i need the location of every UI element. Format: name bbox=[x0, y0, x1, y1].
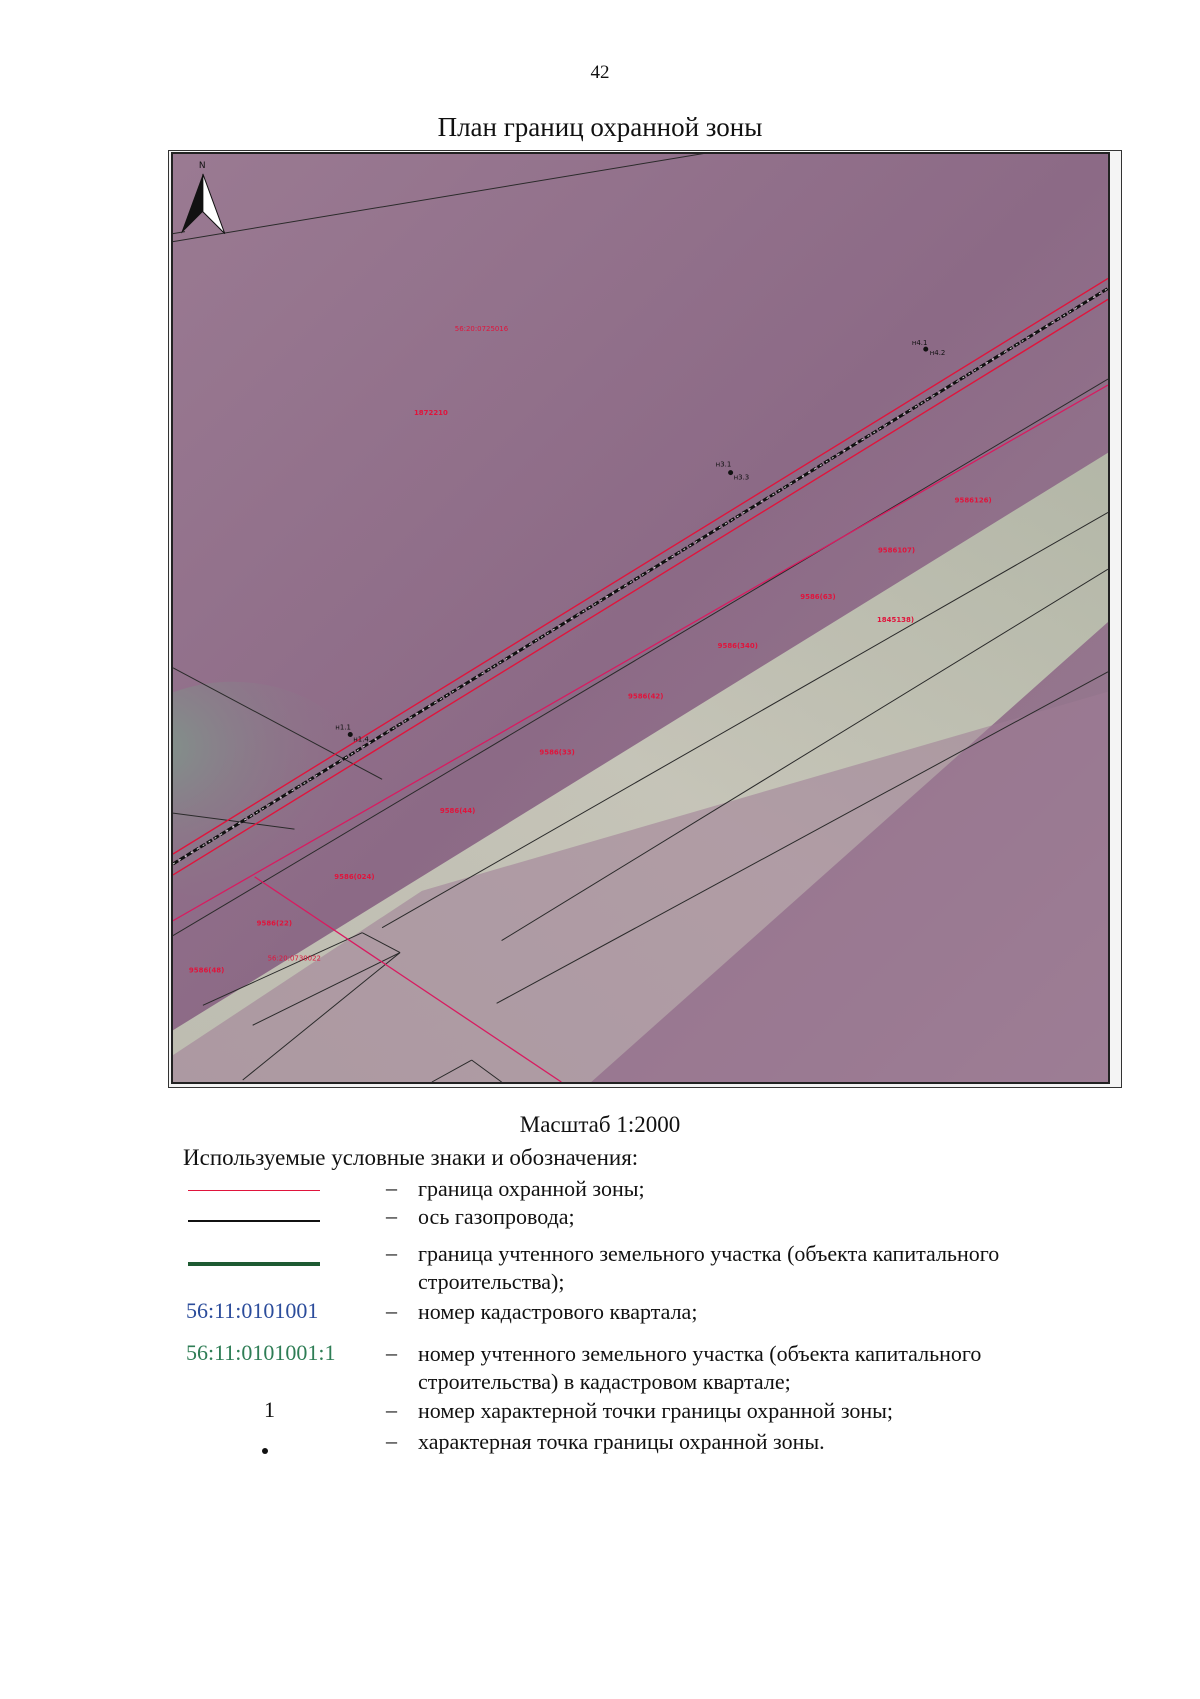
point-label: н1.1 bbox=[335, 723, 351, 732]
legend-item-parcel-boundary bbox=[0, 1240, 1200, 1298]
page-number: 42 bbox=[590, 62, 610, 83]
legend-text: ось газопровода; bbox=[418, 1204, 575, 1229]
black-line-icon bbox=[188, 1220, 320, 1222]
point-dot-icon bbox=[262, 1448, 268, 1454]
legend-item-parcel-number bbox=[0, 1340, 1200, 1398]
point-label: н3.3 bbox=[733, 473, 750, 482]
parcel-label: 9586(33) bbox=[539, 748, 575, 757]
parcel-label: 9586(024) bbox=[334, 872, 375, 881]
legend-text: номер учтенного земельного участка (объекта капитального строительства) в кадастровом квартале; bbox=[418, 1341, 982, 1394]
legend-text: граница учтенного земельного участка (объекта капитального строительства); bbox=[418, 1241, 1000, 1294]
parcel-label: 9586(44) bbox=[439, 807, 476, 816]
parcel-label: 1845138) bbox=[876, 615, 915, 624]
quarter-number-sample: 56:11:0101001 bbox=[186, 1298, 319, 1323]
point-number-sample: 1 bbox=[264, 1397, 275, 1422]
red-line-icon bbox=[188, 1190, 320, 1191]
quarter-label: 56:20:0725016 bbox=[454, 325, 509, 334]
north-label: N bbox=[198, 160, 206, 171]
protection-zone-map[interactable] bbox=[171, 152, 1110, 1084]
legend-item-pipeline-axis bbox=[0, 1203, 1200, 1233]
legend-heading: Используемые условные знаки и обозначения: bbox=[183, 1145, 639, 1170]
legend-item-quarter-number bbox=[0, 1298, 1200, 1328]
map-scale: Масштаб 1:2000 bbox=[519, 1112, 681, 1137]
legend-dash: – bbox=[386, 1428, 397, 1453]
point-label: н1.4 bbox=[353, 735, 369, 744]
legend-dash: – bbox=[386, 1340, 397, 1365]
parcel-label: 1872210 bbox=[413, 408, 448, 417]
point-label: н3.1 bbox=[715, 460, 732, 469]
legend-dash: – bbox=[386, 1203, 397, 1228]
characteristic-point bbox=[923, 347, 928, 352]
quarter-label: 56:20:0730022 bbox=[267, 954, 321, 963]
legend-text: граница охранной зоны; bbox=[418, 1176, 645, 1201]
legend-text: характерная точка границы охранной зоны. bbox=[418, 1429, 825, 1454]
point-label: н4.1 bbox=[911, 339, 928, 348]
characteristic-point bbox=[348, 732, 353, 737]
legend-item-point-number bbox=[0, 1397, 1200, 1427]
parcel-label: 9586(63) bbox=[800, 593, 836, 602]
legend-item-zone-boundary bbox=[0, 1175, 1200, 1205]
legend-dash: – bbox=[386, 1397, 397, 1422]
page-title: План границ охранной зоны bbox=[437, 112, 763, 142]
legend-dash: – bbox=[386, 1298, 397, 1323]
parcel-label: 9586(22) bbox=[256, 919, 293, 928]
parcel-label: 9586(340) bbox=[717, 641, 758, 650]
parcel-label: 9586(48) bbox=[188, 966, 225, 975]
point-label: н4.2 bbox=[929, 349, 946, 358]
legend-item-characteristic-point bbox=[0, 1428, 1200, 1458]
green-line-icon bbox=[188, 1262, 320, 1266]
parcel-label: 9586(42) bbox=[628, 692, 664, 701]
parcel-label: 9586126) bbox=[954, 496, 992, 505]
legend-text: номер характерной точки границы охранной зоны; bbox=[418, 1398, 894, 1423]
characteristic-point bbox=[728, 470, 733, 475]
parcel-number-sample: 56:11:0101001:1 bbox=[186, 1340, 336, 1365]
parcel-label: 9586107) bbox=[877, 546, 916, 555]
legend-dash: – bbox=[386, 1240, 397, 1265]
legend-dash: – bbox=[386, 1175, 397, 1200]
legend-text: номер кадастрового квартала; bbox=[418, 1299, 698, 1324]
